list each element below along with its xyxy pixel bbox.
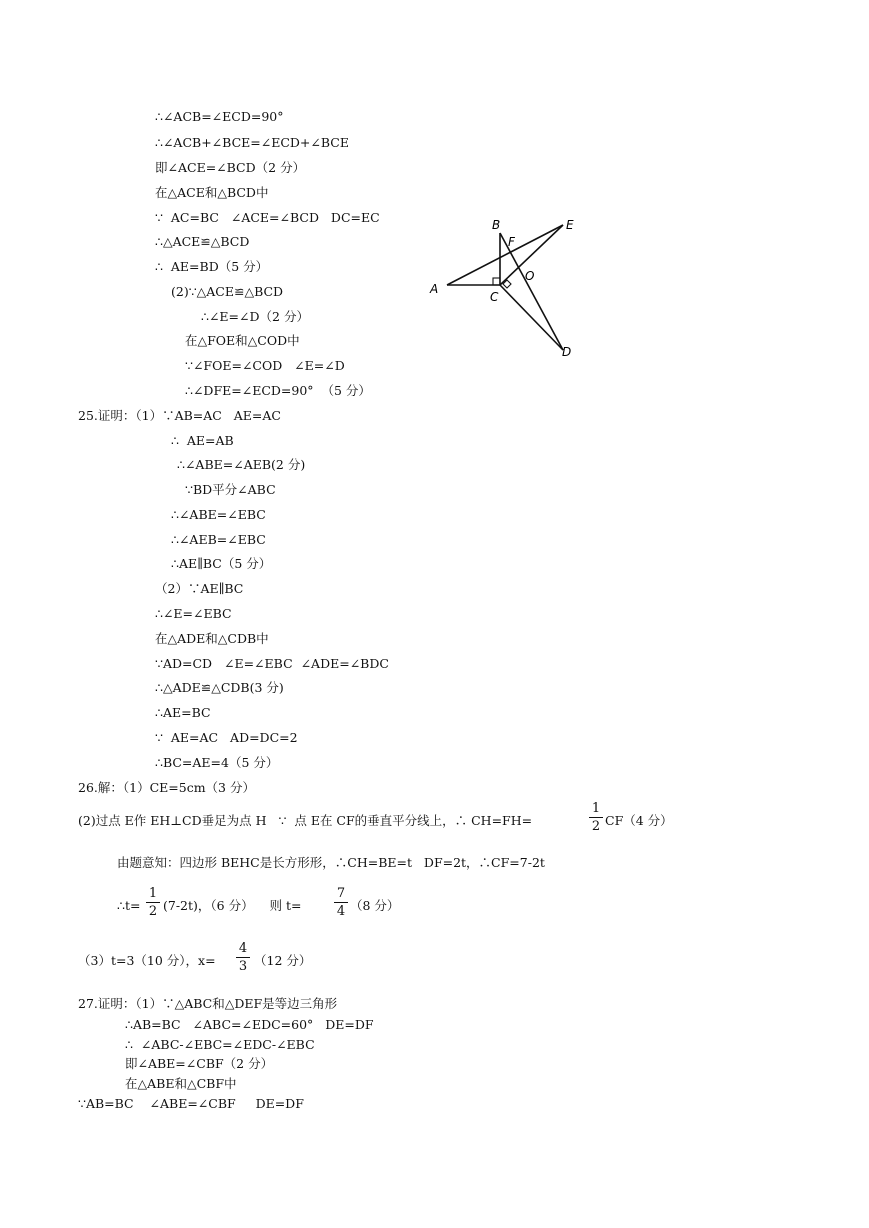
- label-E: E: [566, 218, 574, 232]
- proof-line: 27.证明：（1）∵△ABC和△DEF是等边三角形: [78, 996, 338, 1011]
- label-F: F: [508, 235, 515, 249]
- fraction: [146, 886, 160, 920]
- denominator: 3: [238, 959, 248, 974]
- proof-line: ∴∠ABE=∠AEB(2 分): [177, 457, 306, 472]
- label-O: O: [525, 269, 535, 283]
- proof-line: ∴△ACE≌△BCD: [155, 234, 250, 249]
- proof-line: ∵BD平分∠ABC: [185, 482, 276, 497]
- segment-AE: [447, 225, 563, 285]
- proof-line: ∴AB=BC ∠ABC=∠EDC=60° DE=DF: [125, 1017, 374, 1032]
- proof-line: 在△ABE和△CBF中: [125, 1076, 237, 1091]
- denominator: 4: [336, 904, 346, 919]
- numerator: 1: [146, 886, 160, 903]
- label-C: C: [490, 290, 499, 304]
- solution-line: (7-2t)，（6 分） 则 t=: [163, 898, 302, 913]
- numerator: 7: [334, 886, 348, 903]
- solution-line: ∴t=: [117, 898, 141, 913]
- solution-line: 由题意知：四边形 BEHC是长方形形，∴CH=BE=t DF=2t，∴CF=7-2t: [117, 855, 545, 870]
- proof-line: ∴∠ACB=∠ECD=90°: [155, 109, 284, 124]
- proof-line: ∴ ∠ABC-∠EBC=∠EDC-∠EBC: [125, 1037, 315, 1052]
- proof-line: ∴∠E=∠EBC: [155, 606, 232, 621]
- geometry-figure: [420, 210, 600, 370]
- segment-BD: [500, 233, 563, 350]
- numerator: 1: [589, 801, 603, 818]
- proof-line: ∴AE∥BC（5 分）: [171, 556, 272, 571]
- proof-line: ∴∠DFE=∠ECD=90° （5 分）: [185, 383, 371, 398]
- proof-line: ∴AE=BC: [155, 705, 211, 720]
- proof-line: 在△FOE和△COD中: [185, 333, 300, 348]
- proof-line: ∵AD=CD ∠E=∠EBC ∠ADE=∠BDC: [155, 656, 389, 671]
- proof-line: ∴ AE=BD（5 分）: [155, 259, 269, 274]
- fraction: [589, 801, 603, 835]
- proof-line: ∵ AE=AC AD=DC=2: [155, 730, 298, 745]
- solution-line: (2)过点 E作 EH⊥CD垂足为点 H ∵ 点 E在 CF的垂直平分线上，∴ CH=FH=: [78, 813, 533, 828]
- segment-CD: [500, 285, 563, 350]
- proof-line: ∵AB=BC ∠ABE=∠CBF DE=DF: [78, 1096, 304, 1111]
- solution-line: 26.解：（1）CE=5cm（3 分）: [78, 780, 255, 795]
- proof-line: ∵ AC=BC ∠ACE=∠BCD DC=EC: [155, 210, 380, 225]
- proof-line: 即∠ABE=∠CBF（2 分）: [125, 1056, 274, 1071]
- proof-line: ∴∠ACB+∠BCE=∠ECD+∠BCE: [155, 135, 349, 150]
- fraction: [334, 886, 348, 920]
- label-A: A: [430, 282, 439, 296]
- proof-line: 即∠ACE=∠BCD（2 分）: [155, 160, 306, 175]
- numerator: 4: [236, 941, 250, 958]
- proof-line: 在△ACE和△BCD中: [155, 185, 269, 200]
- denominator: 2: [591, 819, 601, 834]
- denominator: 2: [148, 904, 158, 919]
- proof-line: ∴ AE=AB: [171, 433, 234, 448]
- label-B: B: [492, 218, 501, 232]
- proof-line: 在△ADE和△CDB中: [155, 631, 269, 646]
- solution-line: （8 分）: [350, 898, 400, 913]
- fraction: [236, 941, 250, 975]
- proof-line: ∴∠ABE=∠EBC: [171, 507, 266, 522]
- solution-line: （12 分）: [254, 953, 312, 968]
- right-angle-mark: [493, 278, 500, 285]
- proof-line: ∴△ADE≌△CDB(3 分): [155, 680, 284, 695]
- proof-line: (2)∵△ACE≌△BCD: [171, 284, 284, 299]
- proof-line: ∴∠E=∠D（2 分）: [201, 309, 309, 324]
- proof-line: ∵∠FOE=∠COD ∠E=∠D: [185, 358, 345, 373]
- proof-line: ∴BC=AE=4（5 分）: [155, 755, 279, 770]
- solution-line: （3）t=3（10 分），x=: [78, 953, 216, 968]
- label-D: D: [562, 345, 572, 359]
- proof-line: （2）∵AE∥BC: [155, 581, 244, 596]
- solution-line: CF（4 分）: [605, 813, 673, 828]
- proof-line: 25.证明：（1）∵AB=AC AE=AC: [78, 408, 281, 423]
- proof-line: ∴∠AEB=∠EBC: [171, 532, 266, 547]
